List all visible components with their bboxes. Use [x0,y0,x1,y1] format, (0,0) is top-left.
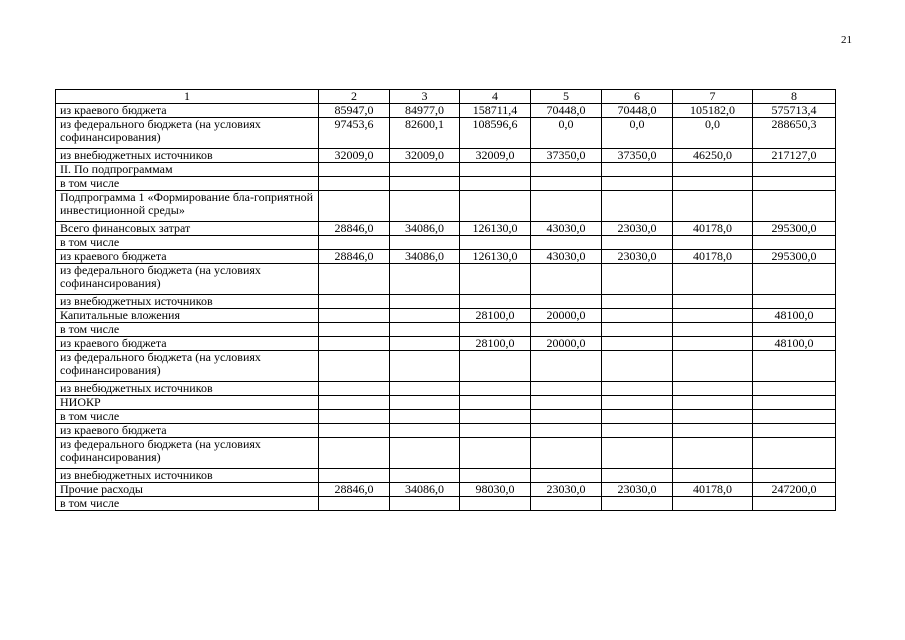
row-label: из краевого бюджета [56,104,319,118]
row-label: II. По подпрограммам [56,163,319,177]
row-value [390,469,460,483]
row-value [673,337,753,351]
row-value [531,236,602,250]
row-value: 28846,0 [319,222,390,236]
row-value: 46250,0 [673,149,753,163]
column-header: 2 [319,90,390,104]
row-value [602,177,673,191]
table-row [56,337,836,351]
table-row [56,295,836,309]
row-value: 40178,0 [673,222,753,236]
row-label: из федерального бюджета (на условиях софинансирования) [56,351,319,382]
table-row [56,264,836,295]
row-value [531,191,602,222]
row-value [753,396,836,410]
row-value [319,191,390,222]
row-value [673,191,753,222]
row-value [460,424,531,438]
row-value [460,191,531,222]
row-value [673,295,753,309]
row-label: из внебюджетных источников [56,149,319,163]
row-label: в том числе [56,410,319,424]
row-value [602,497,673,511]
row-value [319,497,390,511]
row-value: 32009,0 [460,149,531,163]
row-value [390,424,460,438]
row-value [673,163,753,177]
row-value [319,323,390,337]
row-value [602,351,673,382]
table-row [56,323,836,337]
row-value [319,163,390,177]
table-row [56,236,836,250]
row-value: 70448,0 [531,104,602,118]
row-value: 0,0 [602,118,673,149]
row-value: 48100,0 [753,309,836,323]
row-value [602,295,673,309]
row-label: Всего финансовых затрат [56,222,319,236]
row-value: 32009,0 [390,149,460,163]
row-value [531,295,602,309]
row-value: 126130,0 [460,250,531,264]
row-value [460,396,531,410]
row-value [602,382,673,396]
row-value [319,410,390,424]
table-row [56,351,836,382]
row-label: из внебюджетных источников [56,295,319,309]
row-label: из федерального бюджета (на условиях софинансирования) [56,438,319,469]
row-label: в том числе [56,177,319,191]
row-value [673,497,753,511]
row-value [319,264,390,295]
row-value [602,410,673,424]
row-value: 40178,0 [673,483,753,497]
row-value [531,438,602,469]
table-row [56,104,836,118]
row-label: из федерального бюджета (на условиях софинансирования) [56,264,319,295]
row-value: 28846,0 [319,483,390,497]
table-row [56,382,836,396]
row-value [319,438,390,469]
column-header: 8 [753,90,836,104]
table-row [56,438,836,469]
row-value [531,469,602,483]
row-value [673,410,753,424]
row-value [390,191,460,222]
row-value [460,264,531,295]
row-value [390,410,460,424]
row-value [460,163,531,177]
row-value [531,264,602,295]
row-label: из внебюджетных источников [56,469,319,483]
row-value: 288650,3 [753,118,836,149]
row-value [673,382,753,396]
table-row [56,118,836,149]
row-value: 20000,0 [531,337,602,351]
row-value [753,236,836,250]
row-value [673,236,753,250]
row-value [390,438,460,469]
table-row [56,469,836,483]
row-value [390,163,460,177]
row-value [602,309,673,323]
row-label: НИОКР [56,396,319,410]
row-value [753,438,836,469]
row-value [390,323,460,337]
row-label: из федерального бюджета (на условиях софинансирования) [56,118,319,149]
row-value [390,337,460,351]
row-value: 108596,6 [460,118,531,149]
row-value [673,424,753,438]
row-value [319,295,390,309]
row-value: 23030,0 [602,483,673,497]
row-value [602,438,673,469]
table-row [56,250,836,264]
row-value [531,163,602,177]
row-value [460,236,531,250]
row-value [602,264,673,295]
row-value [460,382,531,396]
row-value: 98030,0 [460,483,531,497]
row-value [602,337,673,351]
row-value [602,163,673,177]
row-value: 37350,0 [531,149,602,163]
header-row [56,90,836,104]
row-label: Прочие расходы [56,483,319,497]
row-value [390,295,460,309]
row-value [531,382,602,396]
page-number: 21 [841,34,852,46]
row-value: 217127,0 [753,149,836,163]
table-row [56,177,836,191]
row-value [673,351,753,382]
column-header: 1 [56,90,319,104]
row-value: 23030,0 [531,483,602,497]
row-value: 84977,0 [390,104,460,118]
row-value: 85947,0 [319,104,390,118]
row-label: в том числе [56,236,319,250]
row-value [531,497,602,511]
row-label: из краевого бюджета [56,250,319,264]
row-value: 82600,1 [390,118,460,149]
row-label: из внебюджетных источников [56,382,319,396]
table-row [56,149,836,163]
row-value [753,382,836,396]
row-value [531,351,602,382]
row-value [673,309,753,323]
row-value [460,177,531,191]
table-row [56,483,836,497]
column-header: 3 [390,90,460,104]
row-label: из краевого бюджета [56,424,319,438]
row-value [753,410,836,424]
row-value: 34086,0 [390,483,460,497]
row-value: 28846,0 [319,250,390,264]
row-value [753,163,836,177]
row-value [673,396,753,410]
row-value [602,424,673,438]
row-value: 247200,0 [753,483,836,497]
row-label: из краевого бюджета [56,337,319,351]
table-row [56,396,836,410]
row-value [673,469,753,483]
budget-table [55,89,836,511]
row-value: 34086,0 [390,250,460,264]
row-value: 105182,0 [673,104,753,118]
row-value: 37350,0 [602,149,673,163]
row-value: 40178,0 [673,250,753,264]
row-value [753,191,836,222]
row-value: 575713,4 [753,104,836,118]
row-value [753,424,836,438]
row-value [753,323,836,337]
row-value: 295300,0 [753,222,836,236]
row-value: 20000,0 [531,309,602,323]
row-value: 43030,0 [531,250,602,264]
row-value [673,177,753,191]
row-value: 32009,0 [319,149,390,163]
row-value [319,382,390,396]
row-value [753,264,836,295]
row-value [460,438,531,469]
row-value [319,177,390,191]
row-label: в том числе [56,323,319,337]
row-value: 48100,0 [753,337,836,351]
row-value [460,410,531,424]
row-value [390,236,460,250]
row-value [319,469,390,483]
row-value [753,295,836,309]
row-value [460,351,531,382]
row-value [390,382,460,396]
row-value [602,469,673,483]
row-value [390,177,460,191]
row-value [753,351,836,382]
row-value: 295300,0 [753,250,836,264]
row-value [319,351,390,382]
row-value [319,337,390,351]
row-value [753,497,836,511]
row-value: 0,0 [673,118,753,149]
row-value [602,323,673,337]
row-value [390,396,460,410]
row-value: 23030,0 [602,222,673,236]
row-value [602,236,673,250]
row-value [673,438,753,469]
row-value [531,177,602,191]
table-row [56,497,836,511]
row-value [390,264,460,295]
row-value [673,264,753,295]
row-value [319,396,390,410]
row-value: 158711,4 [460,104,531,118]
row-value: 97453,6 [319,118,390,149]
row-value: 43030,0 [531,222,602,236]
row-value [460,497,531,511]
row-label: в том числе [56,497,319,511]
row-value: 23030,0 [602,250,673,264]
column-header: 6 [602,90,673,104]
row-value [531,410,602,424]
row-label: Капитальные вложения [56,309,319,323]
row-value [390,351,460,382]
row-value: 28100,0 [460,337,531,351]
row-value: 34086,0 [390,222,460,236]
row-value: 28100,0 [460,309,531,323]
row-value [319,424,390,438]
row-value [319,309,390,323]
column-header: 7 [673,90,753,104]
table-row [56,222,836,236]
table-row [56,191,836,222]
row-value [319,236,390,250]
row-value [753,177,836,191]
row-label: Подпрограмма 1 «Формирование бла-гоприятной инвестиционной среды» [56,191,319,222]
row-value [531,396,602,410]
row-value [390,309,460,323]
row-value [602,396,673,410]
table-row [56,424,836,438]
row-value: 0,0 [531,118,602,149]
row-value [460,295,531,309]
table-row [56,163,836,177]
row-value [390,497,460,511]
row-value: 70448,0 [602,104,673,118]
row-value [602,191,673,222]
row-value [531,323,602,337]
row-value: 126130,0 [460,222,531,236]
column-header: 5 [531,90,602,104]
row-value [460,469,531,483]
table-row [56,410,836,424]
column-header: 4 [460,90,531,104]
table-row [56,309,836,323]
row-value [753,469,836,483]
row-value [531,424,602,438]
row-value [673,323,753,337]
row-value [460,323,531,337]
